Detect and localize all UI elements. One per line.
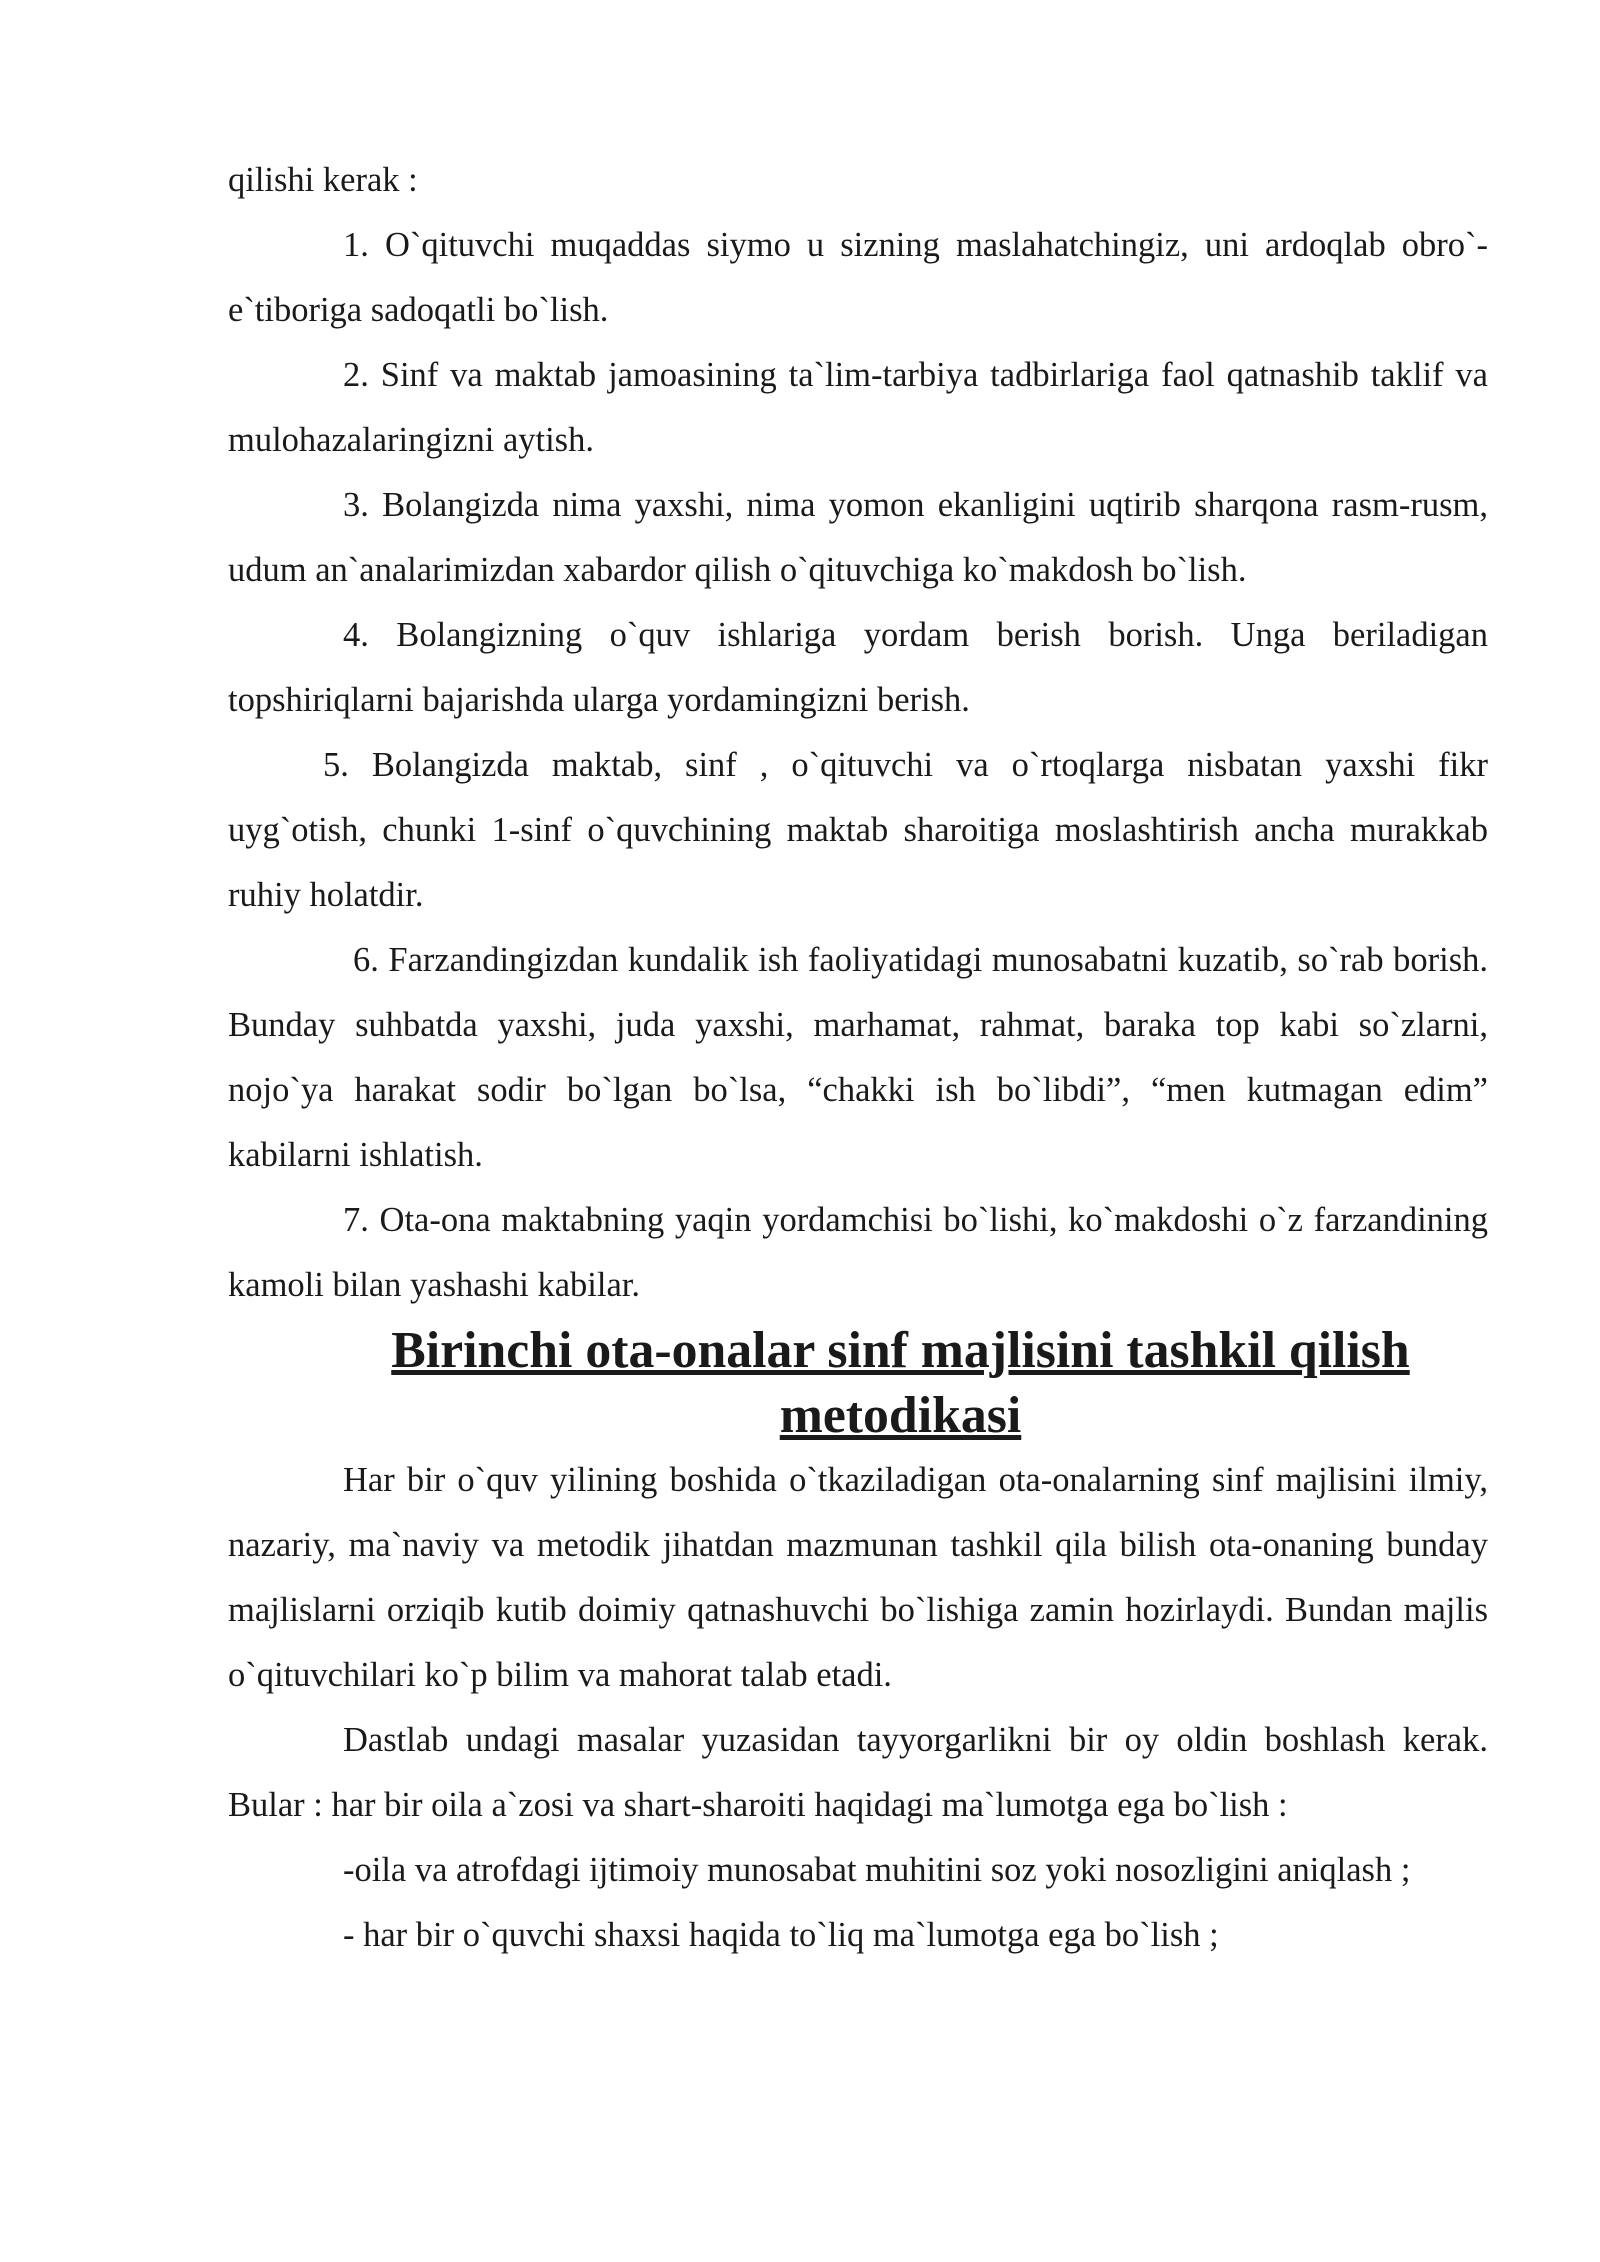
body-paragraph: 1. O`qituvchi muqaddas siymo u sizning maslahatchingiz, uni ardoqlab obro`-e`tiboriga sadoqatli bo`lish. [228,226,1488,329]
body-paragraph: 6. Farzandingizdan kundalik ish faoliyatidagi munosabatni kuzatib, so`rab borish. Bunday suhbatda yaxshi, juda yaxshi, marhamat, rahmat, baraka top kabi so`zlarni, nojo`ya harakat sodir bo`lgan bo`lsa, “chakki ish bo`libdi”, “men kutmagan edim” kabilarni ishlatish. [228,941,1488,1174]
body-paragraph: 5. Bolangizda maktab, sinf , o`qituvchi va o`rtoqlarga nisbatan yaxshi fikr uyg`otish, chunki 1-sinf o`quvchining maktab sharoitiga moslashtirish ancha murakkab ruhiy holatdir. [228,746,1488,914]
body-paragraph: 2. Sinf va maktab jamoasining ta`lim-tarbiya tadbirlariga faol qatnashib taklif va mulohazalaringizni aytish. [228,356,1488,459]
document-page [228,148,1488,1968]
body-paragraph: 7. Ota-ona maktabning yaqin yordamchisi bo`lishi, ko`makdoshi o`z farzandining kamoli bilan yashashi kabilar. [228,1201,1488,1304]
body-paragraph: 3. Bolangizda nima yaxshi, nima yomon ekanligini uqtirib sharqona rasm-rusm, udum an`analarimizdan xabardor qilish o`qituvchiga ko`makdosh bo`lish. [228,486,1488,589]
body-paragraph: - har bir o`quvchi shaxsi haqida to`liq ma`lumotga ega bo`lish ; [343,1916,1219,1954]
body-paragraph: 4. Bolangizning o`quv ishlariga yordam berish borish. Unga beriladigan topshiriqlarni bajarishda ularga yordamingizni berish. [228,616,1488,719]
section-heading: Birinchi ota-onalar sinf majlisini tashkil qilish metodikasi [391,1322,1410,1444]
body-paragraph: Har bir o`quv yilining boshida o`tkaziladigan ota-onalarning sinf majlisini ilmiy, nazariy, ma`naviy va metodik jihatdan mazmunan tashkil qila bilish ota-onaning bunday majlislarni orziqib kutib doimiy qatnashuvchi bo`lishiga zamin hozirlaydi. Bundan majlis o`qituvchilari ko`p bilim va mahorat talab etadi. [228,1461,1488,1694]
body-paragraph: -oila va atrofdagi ijtimoiy munosabat muhitini soz yoki nosozligini aniqlash ; [343,1851,1411,1889]
body-paragraph: Dastlab undagi masalar yuzasidan tayyorgarlikni bir oy oldin boshlash kerak. Bular : har bir oila a`zosi va shart-sharoiti haqidagi ma`lumotga ega bo`lish : [228,1721,1488,1824]
body-paragraph: qilishi kerak : [228,161,418,199]
